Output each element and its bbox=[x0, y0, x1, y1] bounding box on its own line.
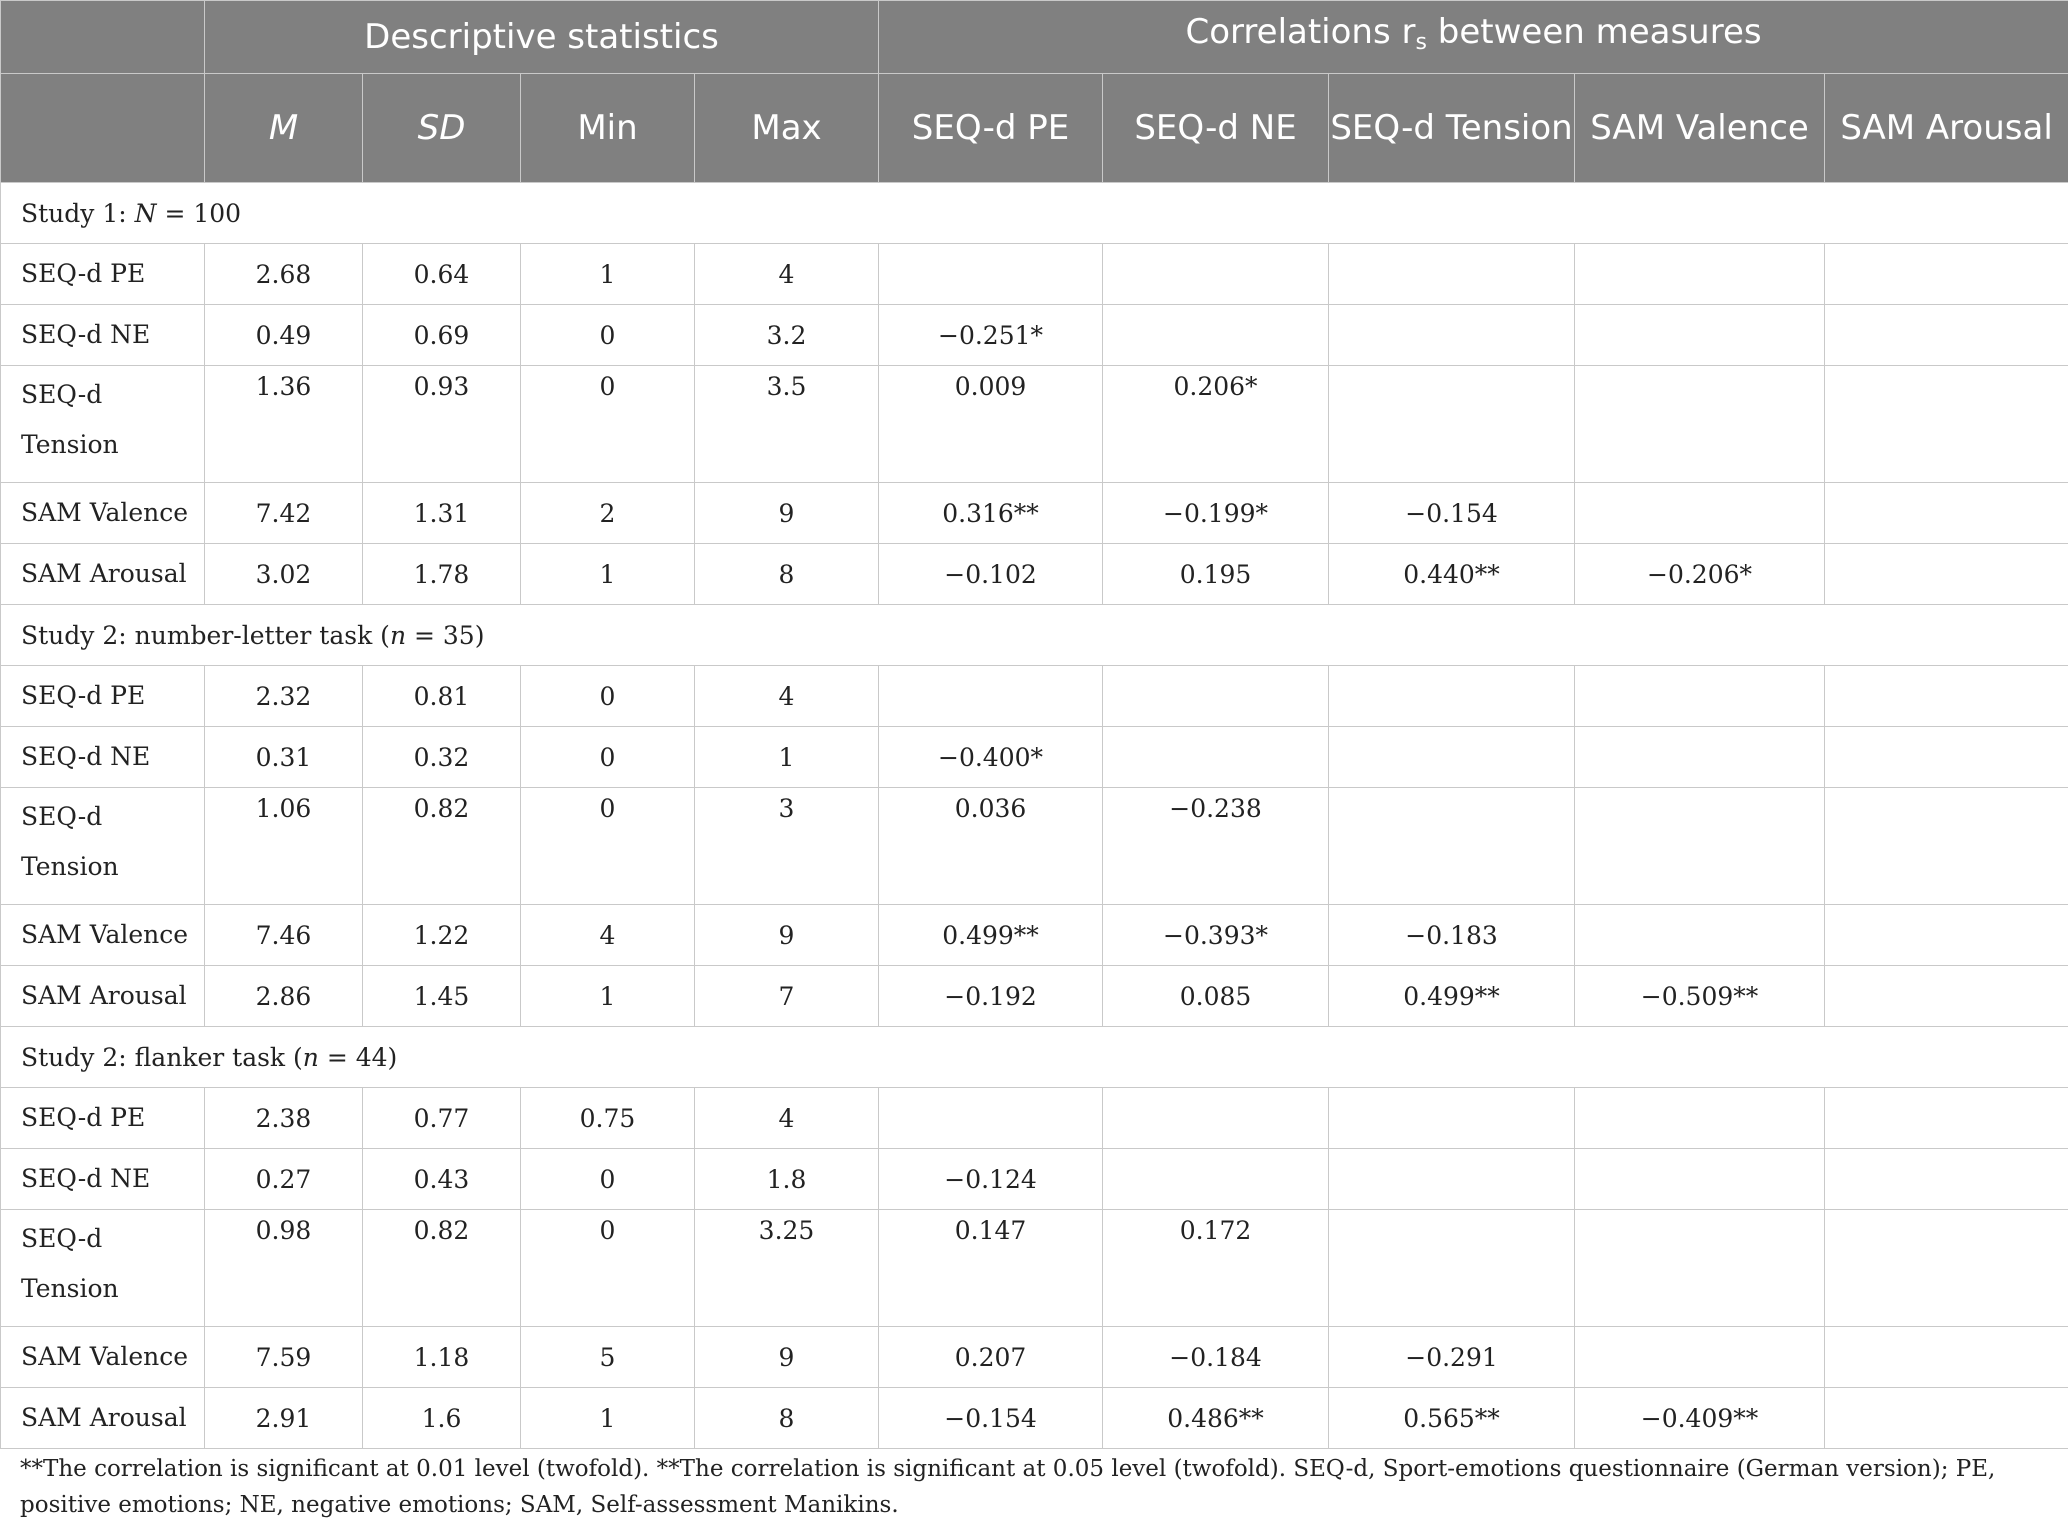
table-row bbox=[1, 305, 2068, 366]
table-row bbox=[1, 788, 2068, 905]
section-title-title-prefix: Study 2: flanker task ( bbox=[21, 1042, 303, 1072]
table-cell: 0.64 bbox=[363, 244, 521, 305]
table-cell: 3.5 bbox=[695, 366, 879, 483]
table-cell: 3.02 bbox=[205, 544, 363, 605]
table-cell: 1.18 bbox=[363, 1327, 521, 1388]
row-label: SEQ-d PE bbox=[1, 1088, 205, 1149]
row-label: SEQ-d NE bbox=[1, 305, 205, 366]
row-label: SAM Arousal bbox=[1, 544, 205, 605]
table-row bbox=[1, 1149, 2068, 1210]
section-title bbox=[1, 605, 2068, 666]
table-cell bbox=[1825, 966, 2068, 1027]
table-cell: 3.2 bbox=[695, 305, 879, 366]
table-cell: 0.77 bbox=[363, 1088, 521, 1149]
table-cell: 0.009 bbox=[879, 366, 1103, 483]
table-cell bbox=[1825, 1210, 2068, 1327]
table-cell bbox=[1329, 788, 1575, 905]
column-header-sam-arousal: SAM Arousal bbox=[1825, 74, 2068, 183]
table-cell bbox=[1329, 1210, 1575, 1327]
table-cell: 9 bbox=[695, 1327, 879, 1388]
table-cell bbox=[1103, 305, 1329, 366]
table-cell: 0.085 bbox=[1103, 966, 1329, 1027]
row-label: SAM Valence bbox=[1, 483, 205, 544]
table-cell: 1.6 bbox=[363, 1388, 521, 1449]
section-title-title-prefix: Study 2: number-letter task ( bbox=[21, 620, 390, 650]
table-cell: 0 bbox=[521, 1210, 695, 1327]
row-label: SEQ-d PE bbox=[1, 244, 205, 305]
table-cell: 0.036 bbox=[879, 788, 1103, 905]
header-label-column bbox=[1, 74, 205, 183]
table-cell bbox=[1575, 727, 1825, 788]
table-cell: 1.78 bbox=[363, 544, 521, 605]
table-cell bbox=[879, 1088, 1103, 1149]
table-cell bbox=[1103, 666, 1329, 727]
table-cell bbox=[1103, 727, 1329, 788]
table-cell: 0 bbox=[521, 305, 695, 366]
table-cell: 1.8 bbox=[695, 1149, 879, 1210]
table-cell: 0.499** bbox=[1329, 966, 1575, 1027]
table-cell bbox=[1825, 244, 2068, 305]
row-label: SEQ-d NE bbox=[1, 1149, 205, 1210]
table-cell: 4 bbox=[521, 905, 695, 966]
table-cell: −0.509** bbox=[1575, 966, 1825, 1027]
table-cell: 2 bbox=[521, 483, 695, 544]
header-correlations-suffix: between measures bbox=[1426, 11, 1762, 52]
table-cell: 0.81 bbox=[363, 666, 521, 727]
table-cell: −0.400* bbox=[879, 727, 1103, 788]
table-row bbox=[1, 905, 2068, 966]
table-cell: 1.22 bbox=[363, 905, 521, 966]
table-cell: −0.154 bbox=[879, 1388, 1103, 1449]
column-header-min: Min bbox=[521, 74, 695, 183]
table-row bbox=[1, 1088, 2068, 1149]
section-title-title-prefix: Study 1: bbox=[21, 198, 135, 228]
table-cell bbox=[879, 666, 1103, 727]
header-group-row bbox=[1, 1, 2068, 74]
section-title-title-var: n bbox=[389, 620, 407, 650]
row-label: SAM Valence bbox=[1, 905, 205, 966]
table-cell: 3 bbox=[695, 788, 879, 905]
header-correlations-prefix: Correlations r bbox=[1185, 11, 1416, 52]
header-correlations-subscript: s bbox=[1415, 29, 1427, 55]
table-cell bbox=[1825, 1388, 2068, 1449]
table-row bbox=[1, 483, 2068, 544]
table-cell: −0.199* bbox=[1103, 483, 1329, 544]
table-cell: 5 bbox=[521, 1327, 695, 1388]
table-header bbox=[1, 1, 2068, 183]
table-body bbox=[1, 183, 2068, 1449]
table-cell bbox=[1575, 1088, 1825, 1149]
table-cell: −0.124 bbox=[879, 1149, 1103, 1210]
table-cell bbox=[1329, 666, 1575, 727]
table-cell: 0 bbox=[521, 727, 695, 788]
table-row bbox=[1, 1327, 2068, 1388]
table-cell: −0.393* bbox=[1103, 905, 1329, 966]
table-cell: 0.75 bbox=[521, 1088, 695, 1149]
table-cell bbox=[1329, 366, 1575, 483]
table-row bbox=[1, 1210, 2068, 1327]
table-cell bbox=[1825, 544, 2068, 605]
table-cell: −0.184 bbox=[1103, 1327, 1329, 1388]
table-cell bbox=[1575, 483, 1825, 544]
table-row bbox=[1, 244, 2068, 305]
table-cell: 7.46 bbox=[205, 905, 363, 966]
table-cell: 2.38 bbox=[205, 1088, 363, 1149]
table-cell: 0.31 bbox=[205, 727, 363, 788]
table-cell: 9 bbox=[695, 483, 879, 544]
table-cell: 7.59 bbox=[205, 1327, 363, 1388]
section-title-title-suffix: = 44) bbox=[318, 1042, 398, 1072]
table-cell: 0.316** bbox=[879, 483, 1103, 544]
row-label: SAM Arousal bbox=[1, 1388, 205, 1449]
section-header-row bbox=[1, 605, 2068, 666]
table-row bbox=[1, 727, 2068, 788]
table-cell: 4 bbox=[695, 1088, 879, 1149]
section-title-title-var: n bbox=[302, 1042, 319, 1072]
table-cell: 0 bbox=[521, 1149, 695, 1210]
table-cell bbox=[1825, 727, 2068, 788]
table-cell: −0.192 bbox=[879, 966, 1103, 1027]
table-cell: 0.27 bbox=[205, 1149, 363, 1210]
row-label: SAM Arousal bbox=[1, 966, 205, 1027]
section-title-title-suffix: = 35) bbox=[406, 620, 485, 650]
table-cell: 2.32 bbox=[205, 666, 363, 727]
column-header-sam-valence: SAM Valence bbox=[1575, 74, 1825, 183]
table-cell: 4 bbox=[695, 666, 879, 727]
table-cell bbox=[1575, 1327, 1825, 1388]
table-cell bbox=[1329, 244, 1575, 305]
table-cell bbox=[1825, 666, 2068, 727]
table-cell bbox=[1575, 305, 1825, 366]
column-header-mean: M bbox=[205, 74, 363, 183]
table-cell bbox=[1575, 1149, 1825, 1210]
table-cell: 0.172 bbox=[1103, 1210, 1329, 1327]
table-cell: 0.82 bbox=[363, 1210, 521, 1327]
table-cell: 0 bbox=[521, 788, 695, 905]
column-header-sd: SD bbox=[363, 74, 521, 183]
table-cell bbox=[1825, 1327, 2068, 1388]
table-cell bbox=[1329, 727, 1575, 788]
table-cell: −0.102 bbox=[879, 544, 1103, 605]
table-cell: 9 bbox=[695, 905, 879, 966]
table-cell bbox=[1575, 666, 1825, 727]
table-cell bbox=[1103, 1149, 1329, 1210]
table-cell: 1.36 bbox=[205, 366, 363, 483]
table-cell: 8 bbox=[695, 1388, 879, 1449]
table-cell: 7.42 bbox=[205, 483, 363, 544]
table-cell bbox=[1575, 244, 1825, 305]
row-label: SEQ-d Tension bbox=[1, 788, 205, 905]
table-cell: 2.86 bbox=[205, 966, 363, 1027]
table-cell: 1 bbox=[695, 727, 879, 788]
section-header-row bbox=[1, 183, 2068, 244]
table-cell: 0.43 bbox=[363, 1149, 521, 1210]
table-cell: 0.440** bbox=[1329, 544, 1575, 605]
table-cell bbox=[1103, 1088, 1329, 1149]
table-cell: 4 bbox=[695, 244, 879, 305]
table-cell: 1 bbox=[521, 1388, 695, 1449]
table-cell: 0.195 bbox=[1103, 544, 1329, 605]
table-cell: 0.499** bbox=[879, 905, 1103, 966]
table-cell: −0.154 bbox=[1329, 483, 1575, 544]
table-cell bbox=[1329, 1088, 1575, 1149]
table-cell bbox=[1825, 788, 2068, 905]
table-cell: 0.93 bbox=[363, 366, 521, 483]
table-cell: 0.82 bbox=[363, 788, 521, 905]
table-cell: 1.06 bbox=[205, 788, 363, 905]
table-cell: 0.98 bbox=[205, 1210, 363, 1327]
header-correlations bbox=[879, 1, 2068, 74]
table-cell: −0.409** bbox=[1575, 1388, 1825, 1449]
table-cell: 1.45 bbox=[363, 966, 521, 1027]
table-cell: 1.31 bbox=[363, 483, 521, 544]
table-cell bbox=[1103, 244, 1329, 305]
table-cell: 7 bbox=[695, 966, 879, 1027]
table-cell bbox=[1825, 905, 2068, 966]
column-header-seq-d-tension: SEQ-d Tension bbox=[1329, 74, 1575, 183]
column-header-seq-d-pe: SEQ-d PE bbox=[879, 74, 1103, 183]
table-cell: 0.49 bbox=[205, 305, 363, 366]
table-row bbox=[1, 366, 2068, 483]
table-cell: 0.69 bbox=[363, 305, 521, 366]
table-cell: 3.25 bbox=[695, 1210, 879, 1327]
table-cell: 0.32 bbox=[363, 727, 521, 788]
table-cell bbox=[1575, 788, 1825, 905]
column-header-max: Max bbox=[695, 74, 879, 183]
table-cell: 1 bbox=[521, 544, 695, 605]
table-cell: 0 bbox=[521, 366, 695, 483]
table-cell bbox=[1825, 305, 2068, 366]
table-cell: 0.565** bbox=[1329, 1388, 1575, 1449]
table-cell: 8 bbox=[695, 544, 879, 605]
section-title bbox=[1, 183, 2068, 244]
table-cell: 0.207 bbox=[879, 1327, 1103, 1388]
table-cell: −0.238 bbox=[1103, 788, 1329, 905]
row-label: SEQ-d NE bbox=[1, 727, 205, 788]
table-cell bbox=[1575, 1210, 1825, 1327]
table-cell: 0.486** bbox=[1103, 1388, 1329, 1449]
table-cell: 2.91 bbox=[205, 1388, 363, 1449]
row-label: SEQ-d Tension bbox=[1, 1210, 205, 1327]
header-descriptive-statistics: Descriptive statistics bbox=[205, 1, 879, 74]
table-cell: −0.251* bbox=[879, 305, 1103, 366]
section-header-row bbox=[1, 1027, 2068, 1088]
table-cell bbox=[1329, 305, 1575, 366]
table-cell: 0.206* bbox=[1103, 366, 1329, 483]
table-cell bbox=[1825, 1149, 2068, 1210]
table-cell: 1 bbox=[521, 966, 695, 1027]
table-cell: −0.183 bbox=[1329, 905, 1575, 966]
table-footnote: **The correlation is significant at 0.01 level (twofold). **The correlation is significant at 0.05 level (twofold). SEQ-d, Sport-emotions questionnaire (German version); PE, positive emotions; NE, negative emotions; SAM, Self-assessment Manikins. bbox=[20, 1456, 1996, 1518]
table-cell: 0.147 bbox=[879, 1210, 1103, 1327]
section-title bbox=[1, 1027, 2068, 1088]
table-cell: 1 bbox=[521, 244, 695, 305]
section-title-title-var: N bbox=[134, 198, 157, 228]
table-cell bbox=[1825, 1088, 2068, 1149]
header-column-row bbox=[1, 74, 2068, 183]
table-cell: 2.68 bbox=[205, 244, 363, 305]
table-cell: −0.291 bbox=[1329, 1327, 1575, 1388]
table-cell: −0.206* bbox=[1575, 544, 1825, 605]
table-row bbox=[1, 966, 2068, 1027]
row-label: SEQ-d PE bbox=[1, 666, 205, 727]
table-cell bbox=[1575, 366, 1825, 483]
header-corner-cell bbox=[1, 1, 205, 74]
table-row bbox=[1, 666, 2068, 727]
table-cell: 0 bbox=[521, 666, 695, 727]
table-cell bbox=[1825, 483, 2068, 544]
table-row bbox=[1, 1388, 2068, 1449]
section-title-title-suffix: = 100 bbox=[156, 198, 242, 228]
row-label: SEQ-d Tension bbox=[1, 366, 205, 483]
table-cell bbox=[1575, 905, 1825, 966]
table-cell bbox=[879, 244, 1103, 305]
table-cell bbox=[1825, 366, 2068, 483]
column-header-seq-d-ne: SEQ-d NE bbox=[1103, 74, 1329, 183]
table-row bbox=[1, 544, 2068, 605]
table-cell bbox=[1329, 1149, 1575, 1210]
row-label: SAM Valence bbox=[1, 1327, 205, 1388]
